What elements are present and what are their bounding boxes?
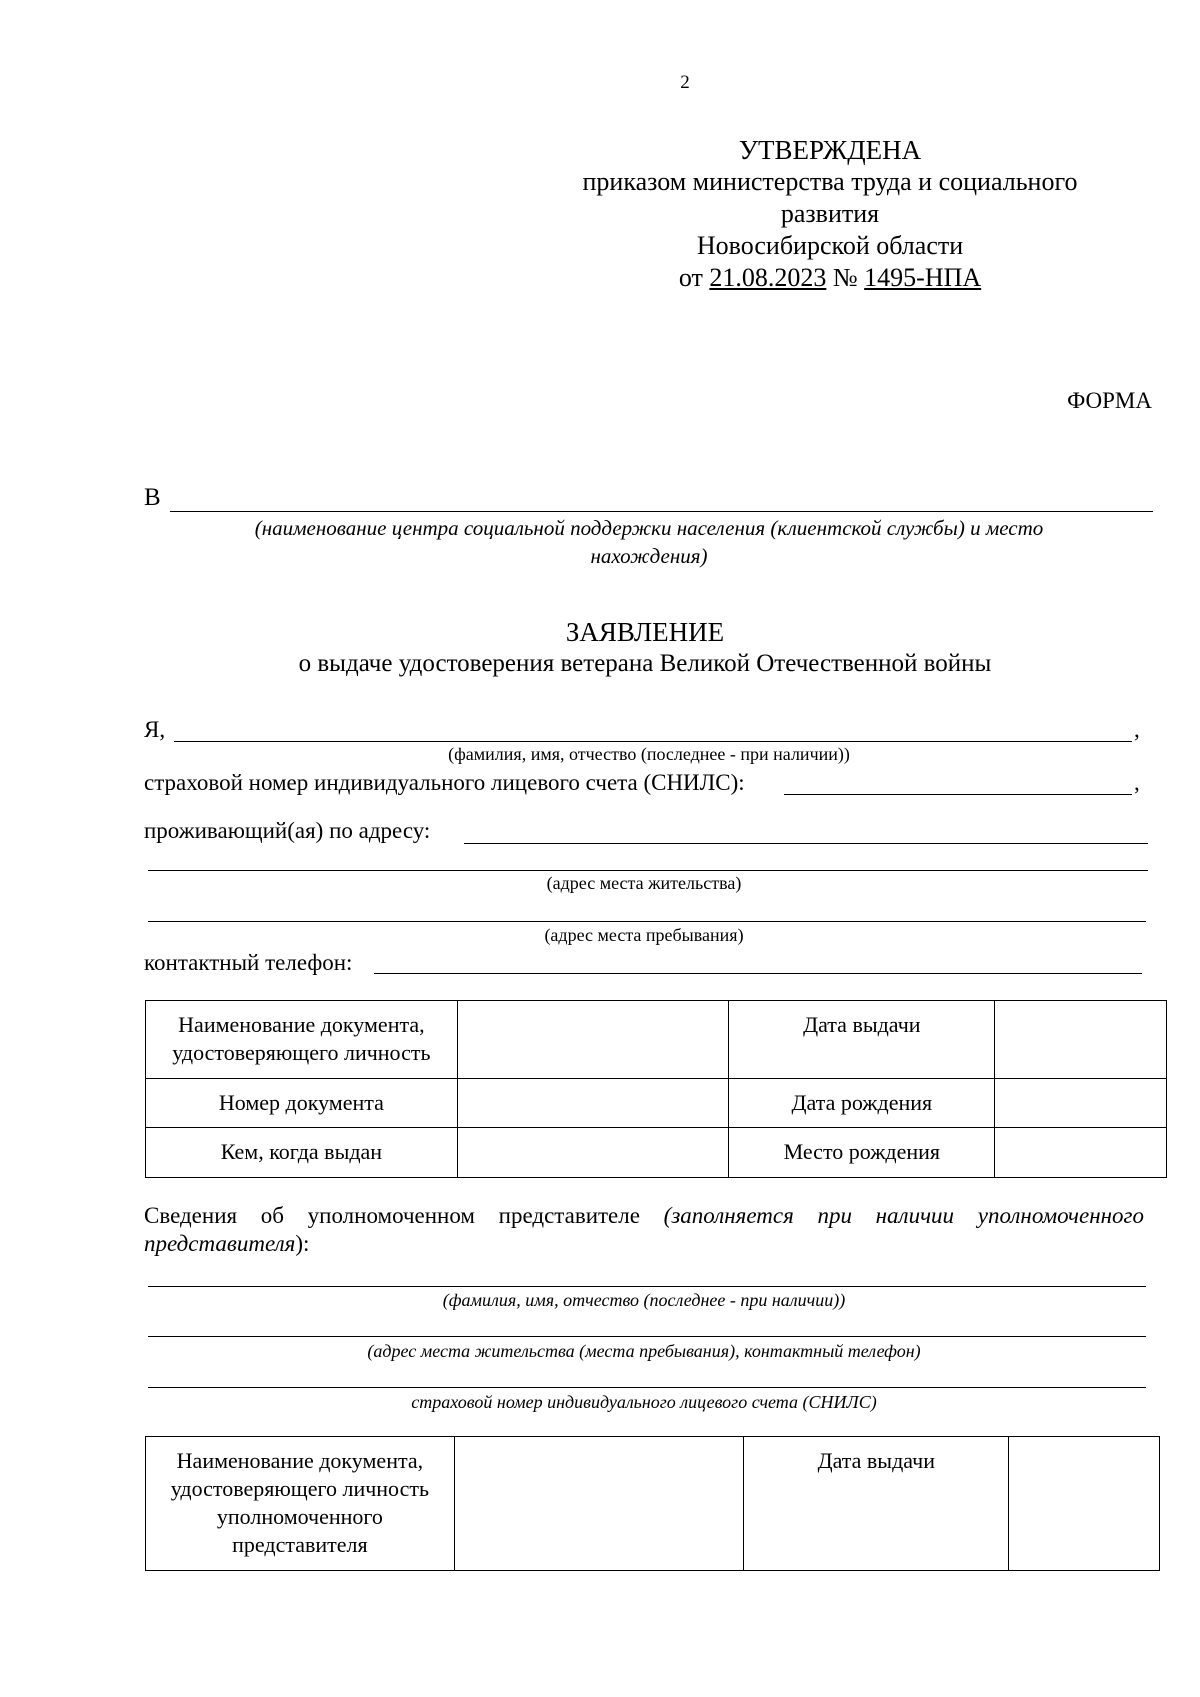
table-row bbox=[146, 1437, 1160, 1571]
approval-line-1: приказом министерства труда и социального bbox=[582, 167, 1078, 196]
representative-document-table bbox=[145, 1436, 1160, 1571]
applicant-phone-field[interactable] bbox=[374, 973, 1142, 974]
approval-date: 21.08.2023 bbox=[709, 263, 827, 292]
applicant-snils-label: страховой номер индивидуального лицевого счета (СНИЛС): bbox=[144, 770, 745, 795]
issue-date-label: Дата выдачи bbox=[729, 1001, 995, 1079]
approval-line-3: Новосибирской области bbox=[696, 231, 964, 260]
rep-doc-name-value[interactable] bbox=[454, 1437, 744, 1571]
document-title: ЗАЯВЛЕНИЕ bbox=[565, 617, 725, 647]
doc-number-label: Номер документа bbox=[146, 1079, 458, 1128]
applicant-residence-hint: (адрес места жительства) bbox=[546, 873, 742, 893]
issued-by-label: Кем, когда выдан bbox=[146, 1128, 458, 1178]
birth-place-label: Место рождения bbox=[729, 1128, 995, 1178]
birth-place-value[interactable] bbox=[995, 1128, 1167, 1178]
page-number: 2 bbox=[680, 72, 690, 93]
applicant-stay-hint: (адрес места пребывания) bbox=[544, 925, 744, 945]
applicant-address-label: проживающий(ая) по адресу: bbox=[144, 818, 431, 843]
approval-date-line bbox=[540, 262, 1120, 294]
recipient-hint-1: (наименование центра социальной поддержки населения (клиентской службы) и место bbox=[254, 516, 1044, 540]
representative-fio-hint: (фамилия, имя, отчество (последнее - при наличии)) bbox=[442, 1290, 846, 1310]
approval-line-2: развития bbox=[780, 199, 880, 228]
recipient-field[interactable] bbox=[170, 511, 1153, 512]
applicant-residence-field[interactable] bbox=[148, 870, 1148, 871]
birth-date-label: Дата рождения bbox=[729, 1079, 995, 1128]
applicant-document-table bbox=[145, 1000, 1167, 1178]
representative-intro-line-2 bbox=[144, 1231, 309, 1257]
approval-title: УТВЕРЖДЕНА bbox=[738, 135, 922, 165]
applicant-fio-hint: (фамилия, имя, отчество (последнее - при наличии)) bbox=[448, 744, 850, 764]
approval-number: 1495-НПА bbox=[864, 263, 982, 292]
representative-snils-hint: страховой номер индивидуального лицевого счета (СНИЛС) bbox=[411, 1392, 877, 1412]
table-row bbox=[146, 1001, 1167, 1079]
representative-snils-field[interactable] bbox=[148, 1387, 1146, 1388]
recipient-prefix: В bbox=[144, 484, 161, 511]
issue-date-value[interactable] bbox=[995, 1001, 1167, 1079]
representative-fio-field[interactable] bbox=[148, 1286, 1146, 1287]
rep-issue-date-value[interactable] bbox=[1009, 1437, 1160, 1571]
representative-address-hint: (адрес места жительства (места пребывания), контактный телефон) bbox=[367, 1341, 921, 1361]
applicant-fio-field[interactable] bbox=[174, 741, 1132, 742]
applicant-snils-field[interactable] bbox=[784, 794, 1132, 795]
applicant-stay-field[interactable] bbox=[148, 921, 1146, 922]
doc-name-label: Наименование документа, удостоверяющего личность bbox=[146, 1001, 458, 1079]
rep-issue-date-label: Дата выдачи bbox=[744, 1437, 1009, 1571]
approval-number-sign: № bbox=[832, 263, 858, 292]
approval-date-prefix: от bbox=[678, 263, 703, 292]
table-row bbox=[146, 1128, 1167, 1178]
representative-intro-italic-2: представителя bbox=[144, 1231, 296, 1256]
doc-number-value[interactable] bbox=[457, 1079, 729, 1128]
applicant-phone-label: контактный телефон: bbox=[144, 950, 353, 975]
representative-intro-italic: (заполняется при наличии уполномоченного bbox=[663, 1203, 1144, 1228]
issued-by-value[interactable] bbox=[457, 1128, 729, 1178]
applicant-fio-comma: , bbox=[1134, 717, 1140, 742]
doc-name-value[interactable] bbox=[457, 1001, 729, 1079]
document-subtitle: о выдаче удостоверения ветерана Великой Отечественной войны bbox=[298, 650, 992, 677]
representative-intro-end: ): bbox=[295, 1231, 310, 1256]
applicant-i-prefix: Я, bbox=[144, 717, 166, 742]
applicant-snils-comma: , bbox=[1134, 770, 1140, 795]
representative-address-field[interactable] bbox=[148, 1336, 1146, 1337]
rep-doc-name-label: Наименование документа, удостоверяющего личность уполномоченного представителя bbox=[146, 1437, 455, 1571]
recipient-hint-2: нахождения) bbox=[590, 544, 708, 568]
table-row bbox=[146, 1079, 1167, 1128]
representative-intro bbox=[144, 1200, 1144, 1231]
form-label: ФОРМА bbox=[1067, 388, 1152, 413]
birth-date-value[interactable] bbox=[995, 1079, 1167, 1128]
applicant-address-field[interactable] bbox=[464, 843, 1148, 844]
approval-stamp bbox=[540, 134, 1120, 294]
representative-intro-text: Сведения об уполномоченном представителе bbox=[144, 1203, 640, 1228]
